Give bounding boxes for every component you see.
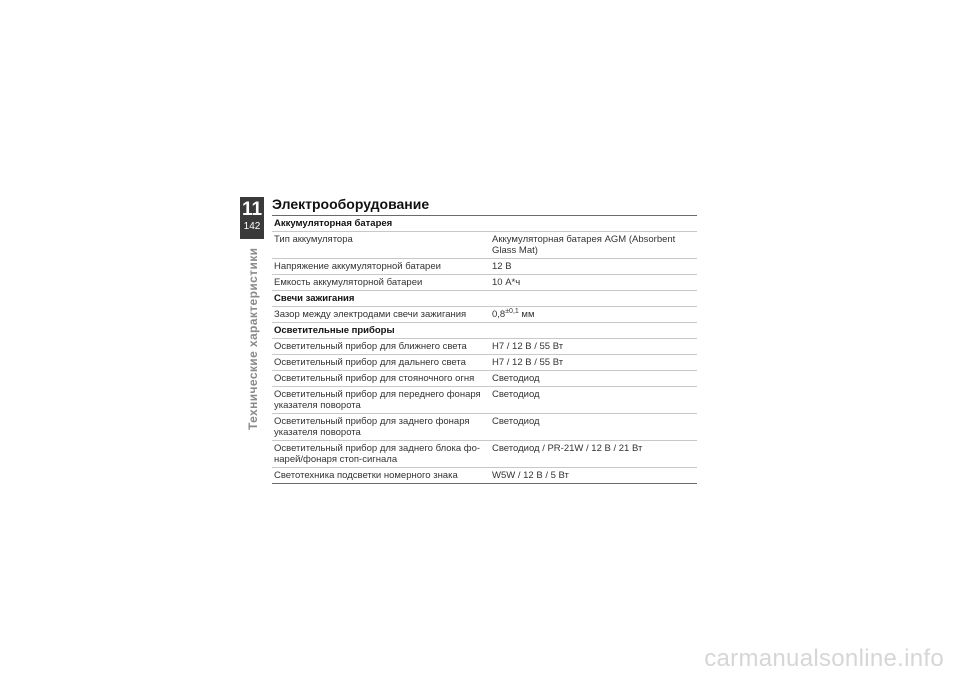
watermark: carmanualsonline.info [704, 645, 944, 672]
spec-row [272, 441, 697, 468]
page-title: Электрооборудование [272, 196, 430, 212]
spec-label: Осветительный прибор для стояночного огня [272, 371, 490, 387]
spec-value-unit: мм [518, 309, 535, 320]
spec-row [272, 232, 697, 259]
spec-row [272, 275, 697, 291]
spec-label: Осветительный прибор для заднего блока фо-нарей/фонаря стоп-сигнала [272, 441, 490, 468]
spec-label: Осветительный прибор для дальнего света [272, 355, 490, 371]
section-header-battery [272, 216, 697, 232]
section-header-spark-plugs [272, 291, 697, 307]
section-title: Свечи зажигания [272, 291, 697, 307]
spec-label: Осветительный прибор для заднего фонаря указателя поворота [272, 414, 490, 441]
spec-row [272, 339, 697, 355]
spec-value: 10 А*ч [490, 275, 697, 291]
spec-label: Емкость аккумуляторной батареи [272, 275, 490, 291]
spec-row [272, 307, 697, 323]
chapter-number: 11 [241, 199, 263, 220]
spec-value: Аккумуляторная батарея AGM (Absorbent Glass Mat) [490, 232, 697, 259]
section-header-lighting [272, 323, 697, 339]
spec-row [272, 387, 697, 414]
page-number: 142 [243, 221, 261, 232]
spec-row [272, 468, 697, 484]
spec-value [490, 307, 697, 323]
spec-value: Светодиод [490, 371, 697, 387]
spec-value-tolerance: ±0,1 [505, 307, 519, 315]
section-title: Аккумуляторная батарея [272, 216, 697, 232]
spec-label: Светотехника подсветки номерного знака [272, 468, 490, 484]
spec-value: W5W / 12 В / 5 Вт [490, 468, 697, 484]
chapter-tab [240, 197, 264, 239]
spec-value: H7 / 12 В / 55 Вт [490, 355, 697, 371]
spec-value-main: 0,8 [492, 309, 506, 320]
spec-table [272, 215, 697, 484]
spec-value: H7 / 12 В / 55 Вт [490, 339, 697, 355]
spec-value: Светодиод [490, 387, 697, 414]
spec-label: Зазор между электродами свечи зажигания [272, 307, 490, 323]
spec-row [272, 259, 697, 275]
spec-row [272, 371, 697, 387]
spec-value: Светодиод / PR-21W / 12 В / 21 Вт [490, 441, 697, 468]
spec-label: Осветительный прибор для ближнего света [272, 339, 490, 355]
spec-row [272, 355, 697, 371]
spec-label: Напряжение аккумуляторной батареи [272, 259, 490, 275]
spec-value: 12 В [490, 259, 697, 275]
spec-row [272, 414, 697, 441]
spec-label: Осветительный прибор для переднего фонаря указателя поворота [272, 387, 490, 414]
spec-value: Светодиод [490, 414, 697, 441]
chapter-side-title: Технические характеристики [246, 248, 260, 431]
section-title: Осветительные приборы [272, 323, 697, 339]
spec-label: Тип аккумулятора [272, 232, 490, 259]
